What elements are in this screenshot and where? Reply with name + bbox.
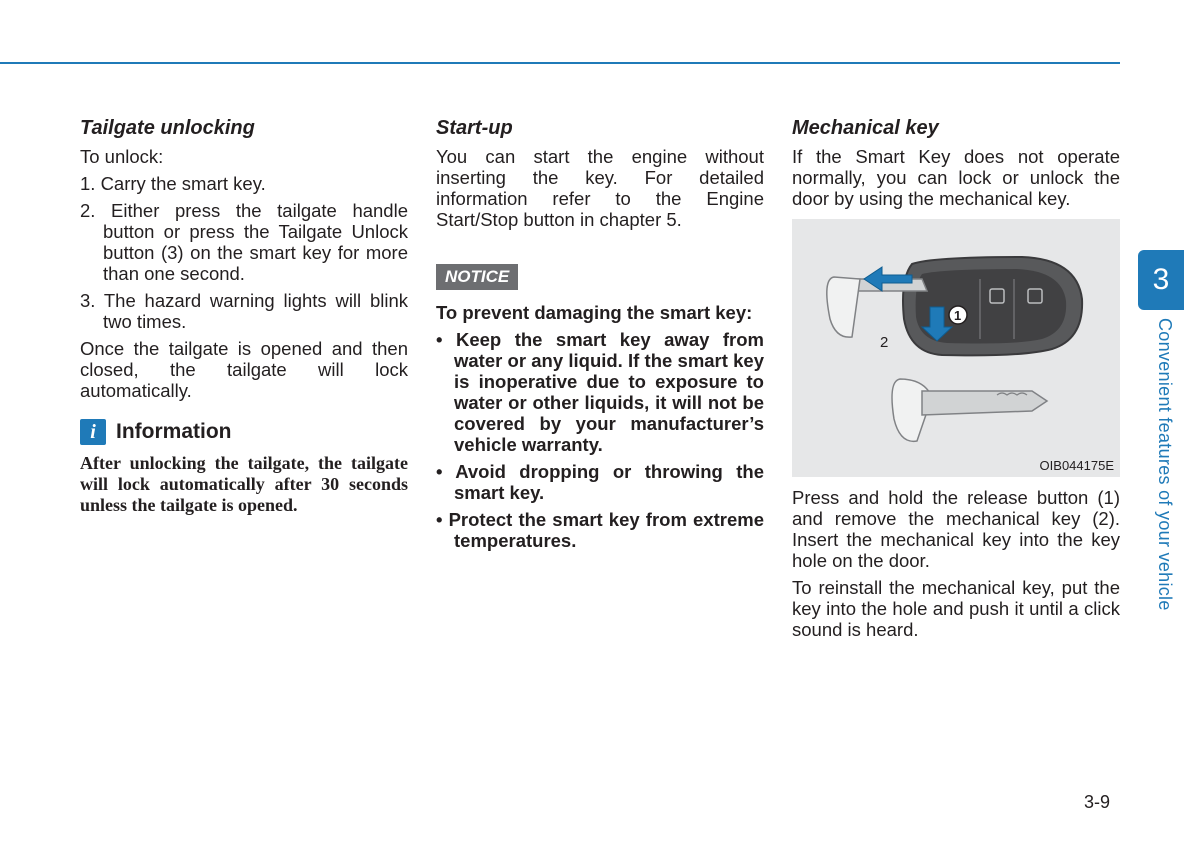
intro-text: To unlock: [80, 146, 164, 167]
page-number: 3-9 [1084, 792, 1111, 812]
smart-key-illustration [792, 219, 1120, 477]
mechanical-key-para2: To reinstall the mechanical key, put the key into the hole and push it until a click sound is heard. [792, 577, 1120, 640]
heading-tailgate-unlocking: Tailgate unlocking [80, 117, 255, 139]
column-mechanical-key [792, 116, 1120, 646]
mechanical-key-blade-shape [922, 391, 1047, 415]
notice-badge: NOTICE [436, 264, 518, 290]
bullet-item: • Protect the smart key from extreme temperatures. [436, 509, 764, 551]
top-rule [0, 62, 1120, 64]
column-start-up [436, 116, 764, 557]
information-title: Information [116, 420, 232, 443]
notice-bullets [436, 329, 764, 551]
callout-1-label: 1 [954, 308, 962, 323]
unlock-steps [80, 173, 408, 332]
bullet-item: • Keep the smart key away from water or any liquid. If the smart key is inoperative due to exposure to water or other liquids, it will not be covered by your manufacturer’s vehicle warranty. [436, 329, 764, 455]
chapter-tab: 3 [1138, 250, 1184, 310]
heading-mechanical-key: Mechanical key [792, 117, 939, 139]
key-head-shape [827, 277, 860, 337]
step-item: 3. The hazard warning lights will blink two times. [80, 290, 408, 332]
step-item: 2. Either press the tailgate handle button or press the Tailgate Unlock button (3) on the smart key for more than one second. [80, 200, 408, 284]
bullet-item: • Avoid dropping or throwing the smart key. [436, 461, 765, 503]
column-tailgate-unlocking [80, 116, 408, 516]
information-header [80, 419, 408, 445]
smart-key-figure [792, 219, 1120, 477]
chapter-title: Convenient features of your vehicle [1155, 318, 1175, 611]
callout-2-label: 2 [880, 334, 889, 351]
mechanical-key-para1: Press and hold the release button (1) and remove the mechanical key (2). Insert the mechanical key into the key hole on the door. [792, 487, 1120, 571]
after-text: Once the tailgate is opened and then closed, the tailgate will lock automatically. [80, 338, 408, 401]
step-item: 1. Carry the smart key. [80, 173, 266, 194]
information-icon: i [80, 419, 106, 445]
mechanical-key-body: If the Smart Key does not operate normally, you can lock or unlock the door by using the mechanical key. [792, 146, 1120, 209]
information-body: After unlocking the tailgate, the tailgate will lock automatically after 30 seconds unless the tailgate is opened. [80, 453, 408, 515]
notice-lead: To prevent damaging the smart key: [436, 302, 753, 323]
figure-code: OIB044175E [1039, 458, 1114, 473]
heading-start-up: Start-up [436, 117, 513, 139]
start-up-body: You can start the engine without inserting the key. For detailed information refer to the Engine Start/Stop button in chapter 5. [436, 146, 764, 230]
